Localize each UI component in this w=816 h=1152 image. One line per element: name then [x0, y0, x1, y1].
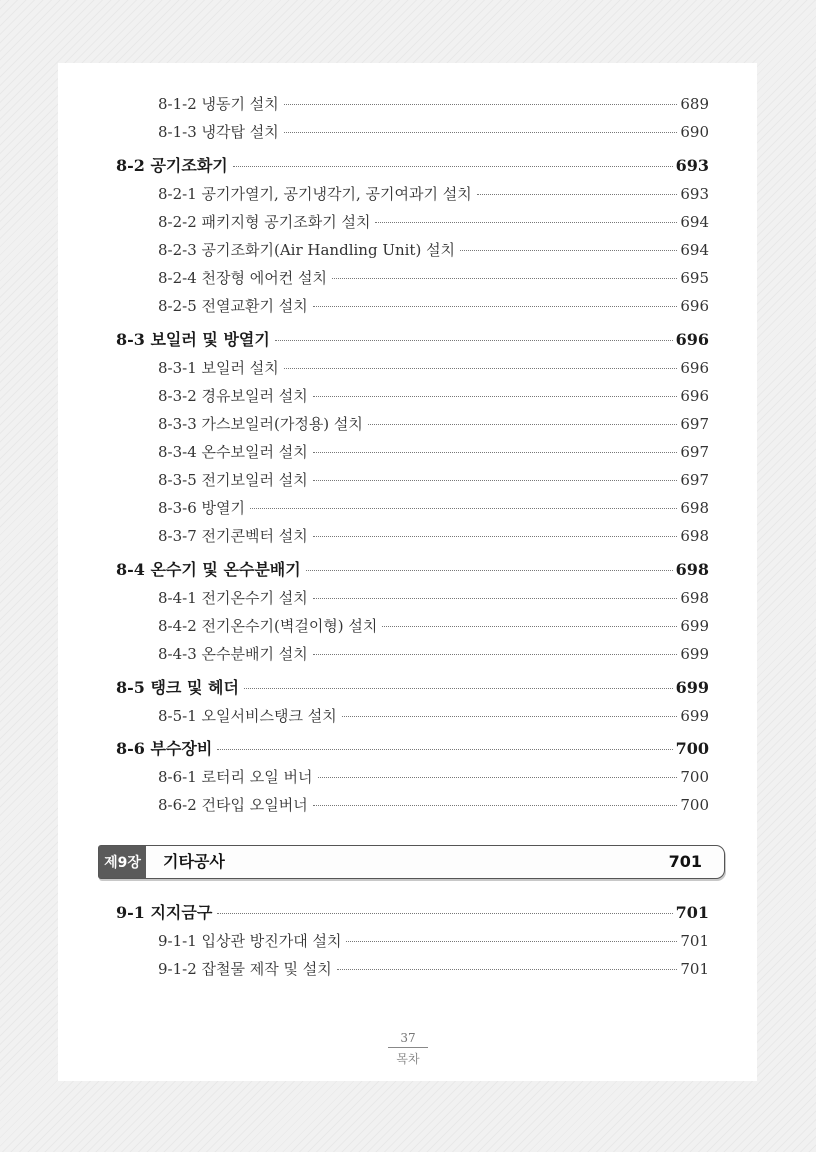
dot-leader — [318, 776, 678, 778]
toc-entry[interactable] — [158, 794, 709, 815]
toc-entry-page: 698 — [680, 589, 709, 607]
chapter-page: 701 — [668, 852, 702, 871]
toc-entry-label: 9-1-2 잡철물 제작 및 설치 — [158, 960, 332, 978]
toc-entry[interactable] — [158, 211, 709, 232]
toc-entry[interactable] — [158, 766, 709, 787]
toc-entry-page: 699 — [680, 645, 709, 663]
toc-entry-label: 8-1-3 냉각탑 설치 — [158, 123, 279, 141]
toc-entry[interactable] — [158, 525, 709, 546]
dot-leader — [460, 249, 677, 251]
dot-leader — [313, 479, 678, 481]
toc-entry-page: 689 — [680, 95, 709, 113]
toc-entry-page: 696 — [680, 359, 709, 377]
dot-leader — [313, 653, 678, 655]
toc-section-page: 693 — [675, 156, 709, 175]
toc-entry[interactable] — [158, 93, 709, 114]
toc-entry[interactable] — [158, 385, 709, 406]
toc-section-label: 9-1 지지금구 — [116, 903, 213, 922]
toc-entry-page: 698 — [680, 499, 709, 517]
toc-entry-page: 699 — [680, 617, 709, 635]
chapter-number-tab: 제9장 — [99, 846, 146, 878]
dot-leader — [313, 305, 678, 307]
toc-entry-label: 8-3-6 방열기 — [158, 499, 246, 517]
toc-entry-page: 695 — [680, 269, 709, 287]
toc-section-page: 699 — [675, 678, 709, 697]
toc-entry-label: 8-5-1 오일서비스탱크 설치 — [158, 707, 337, 725]
dot-leader — [382, 625, 677, 627]
toc-entry-label: 8-3-3 가스보일러(가정용) 설치 — [158, 415, 363, 433]
toc-entry-label: 8-1-2 냉동기 설치 — [158, 95, 279, 113]
toc-entry-label: 8-2-2 패키지형 공기조화기 설치 — [158, 213, 371, 231]
dot-leader — [284, 131, 678, 133]
dot-leader — [313, 451, 678, 453]
toc-entry[interactable] — [158, 587, 709, 608]
toc-entry-page: 701 — [680, 932, 709, 950]
toc-entry-label: 8-2-1 공기가열기, 공기냉각기, 공기여과기 설치 — [158, 185, 472, 203]
toc-section[interactable] — [116, 557, 709, 580]
toc-entry[interactable] — [158, 441, 709, 462]
dot-leader — [313, 395, 678, 397]
toc-entry-label: 8-3-5 전기보일러 설치 — [158, 471, 308, 489]
toc-entry-page: 697 — [680, 443, 709, 461]
toc-section-page: 698 — [675, 560, 709, 579]
toc-entry[interactable] — [158, 357, 709, 378]
toc-entry[interactable] — [158, 497, 709, 518]
toc-entry[interactable] — [158, 267, 709, 288]
toc-entry-label: 8-6-1 로터리 오일 버너 — [158, 768, 313, 786]
footer-section-title: 목차 — [396, 1052, 420, 1066]
dot-leader — [250, 507, 677, 509]
dot-leader — [233, 165, 673, 167]
dot-leader — [313, 804, 678, 806]
chapter-heading[interactable] — [98, 845, 725, 879]
toc-entry-page: 701 — [680, 960, 709, 978]
page-footer — [388, 1031, 428, 1067]
toc-entry-page: 690 — [680, 123, 709, 141]
toc-entry-label: 8-3-7 전기콘벡터 설치 — [158, 527, 308, 545]
toc-section-label: 8-3 보일러 및 방열기 — [116, 330, 270, 349]
toc-entry-page: 700 — [680, 796, 709, 814]
toc-entry-page: 697 — [680, 471, 709, 489]
toc-entry-page: 699 — [680, 707, 709, 725]
toc-entry-label: 8-3-4 온수보일러 설치 — [158, 443, 308, 461]
dot-leader — [275, 339, 673, 341]
dot-leader — [284, 103, 678, 105]
dot-leader — [477, 193, 678, 195]
toc-section[interactable] — [116, 327, 709, 350]
book-page — [58, 63, 757, 1081]
toc-entry-page: 696 — [680, 297, 709, 315]
toc-entry-page: 696 — [680, 387, 709, 405]
toc-section[interactable] — [116, 153, 709, 176]
dot-leader — [217, 748, 672, 750]
dot-leader — [337, 968, 678, 970]
toc-entry-page: 694 — [680, 213, 709, 231]
toc-section-label: 8-2 공기조화기 — [116, 156, 228, 175]
dot-leader — [332, 277, 677, 279]
toc-entry-label: 8-3-2 경유보일러 설치 — [158, 387, 308, 405]
toc-entry-page: 698 — [680, 527, 709, 545]
toc-section-label: 8-5 탱크 및 헤더 — [116, 678, 239, 697]
toc-entry-label: 8-4-1 전기온수기 설치 — [158, 589, 308, 607]
dot-leader — [375, 221, 677, 223]
dot-leader — [346, 940, 677, 942]
dot-leader — [368, 423, 677, 425]
toc-entry[interactable] — [158, 469, 709, 490]
toc-entry-label: 8-2-5 전열교환기 설치 — [158, 297, 308, 315]
toc-entry[interactable] — [158, 121, 709, 142]
dot-leader — [284, 367, 678, 369]
toc-entry[interactable] — [158, 930, 709, 951]
toc-section[interactable] — [116, 736, 709, 759]
dot-leader — [306, 569, 673, 571]
toc-entry-page: 700 — [680, 768, 709, 786]
toc-entry-label: 8-4-2 전기온수기(벽걸이형) 설치 — [158, 617, 378, 635]
toc-entry-label: 8-2-3 공기조화기(Air Handling Unit) 설치 — [158, 241, 456, 259]
page-number: 37 — [388, 1031, 428, 1048]
toc-entry-label: 8-3-1 보일러 설치 — [158, 359, 279, 377]
toc-section[interactable] — [116, 900, 709, 923]
dot-leader — [313, 535, 678, 537]
toc-entry[interactable] — [158, 239, 709, 260]
toc-entry[interactable] — [158, 958, 709, 979]
toc-entry-label: 9-1-1 입상관 방진가대 설치 — [158, 932, 342, 950]
toc-entry[interactable] — [158, 413, 709, 434]
toc-entry[interactable] — [158, 643, 709, 664]
toc-entry[interactable] — [158, 183, 709, 204]
toc-section-label: 8-4 온수기 및 온수분배기 — [116, 560, 301, 579]
toc-section[interactable] — [116, 675, 709, 698]
toc-section-page: 696 — [675, 330, 709, 349]
toc-entry[interactable] — [158, 295, 709, 316]
dot-leader — [244, 687, 673, 689]
toc-section-page: 700 — [675, 739, 709, 758]
toc-section-label: 8-6 부수장비 — [116, 739, 213, 758]
toc-entry-label: 8-4-3 온수분배기 설치 — [158, 645, 308, 663]
toc-entry-page: 693 — [680, 185, 709, 203]
toc-entry-label: 8-2-4 천장형 에어컨 설치 — [158, 269, 327, 287]
chapter-title: 기타공사 — [163, 852, 225, 871]
toc-entry-page: 694 — [680, 241, 709, 259]
dot-leader — [342, 715, 678, 717]
toc-entry[interactable] — [158, 615, 709, 636]
dot-leader — [217, 912, 672, 914]
dot-leader — [313, 597, 678, 599]
toc-entry-label: 8-6-2 건타입 오일버너 — [158, 796, 308, 814]
toc-entry-page: 697 — [680, 415, 709, 433]
toc-section-page: 701 — [675, 903, 709, 922]
toc-entry[interactable] — [158, 705, 709, 726]
